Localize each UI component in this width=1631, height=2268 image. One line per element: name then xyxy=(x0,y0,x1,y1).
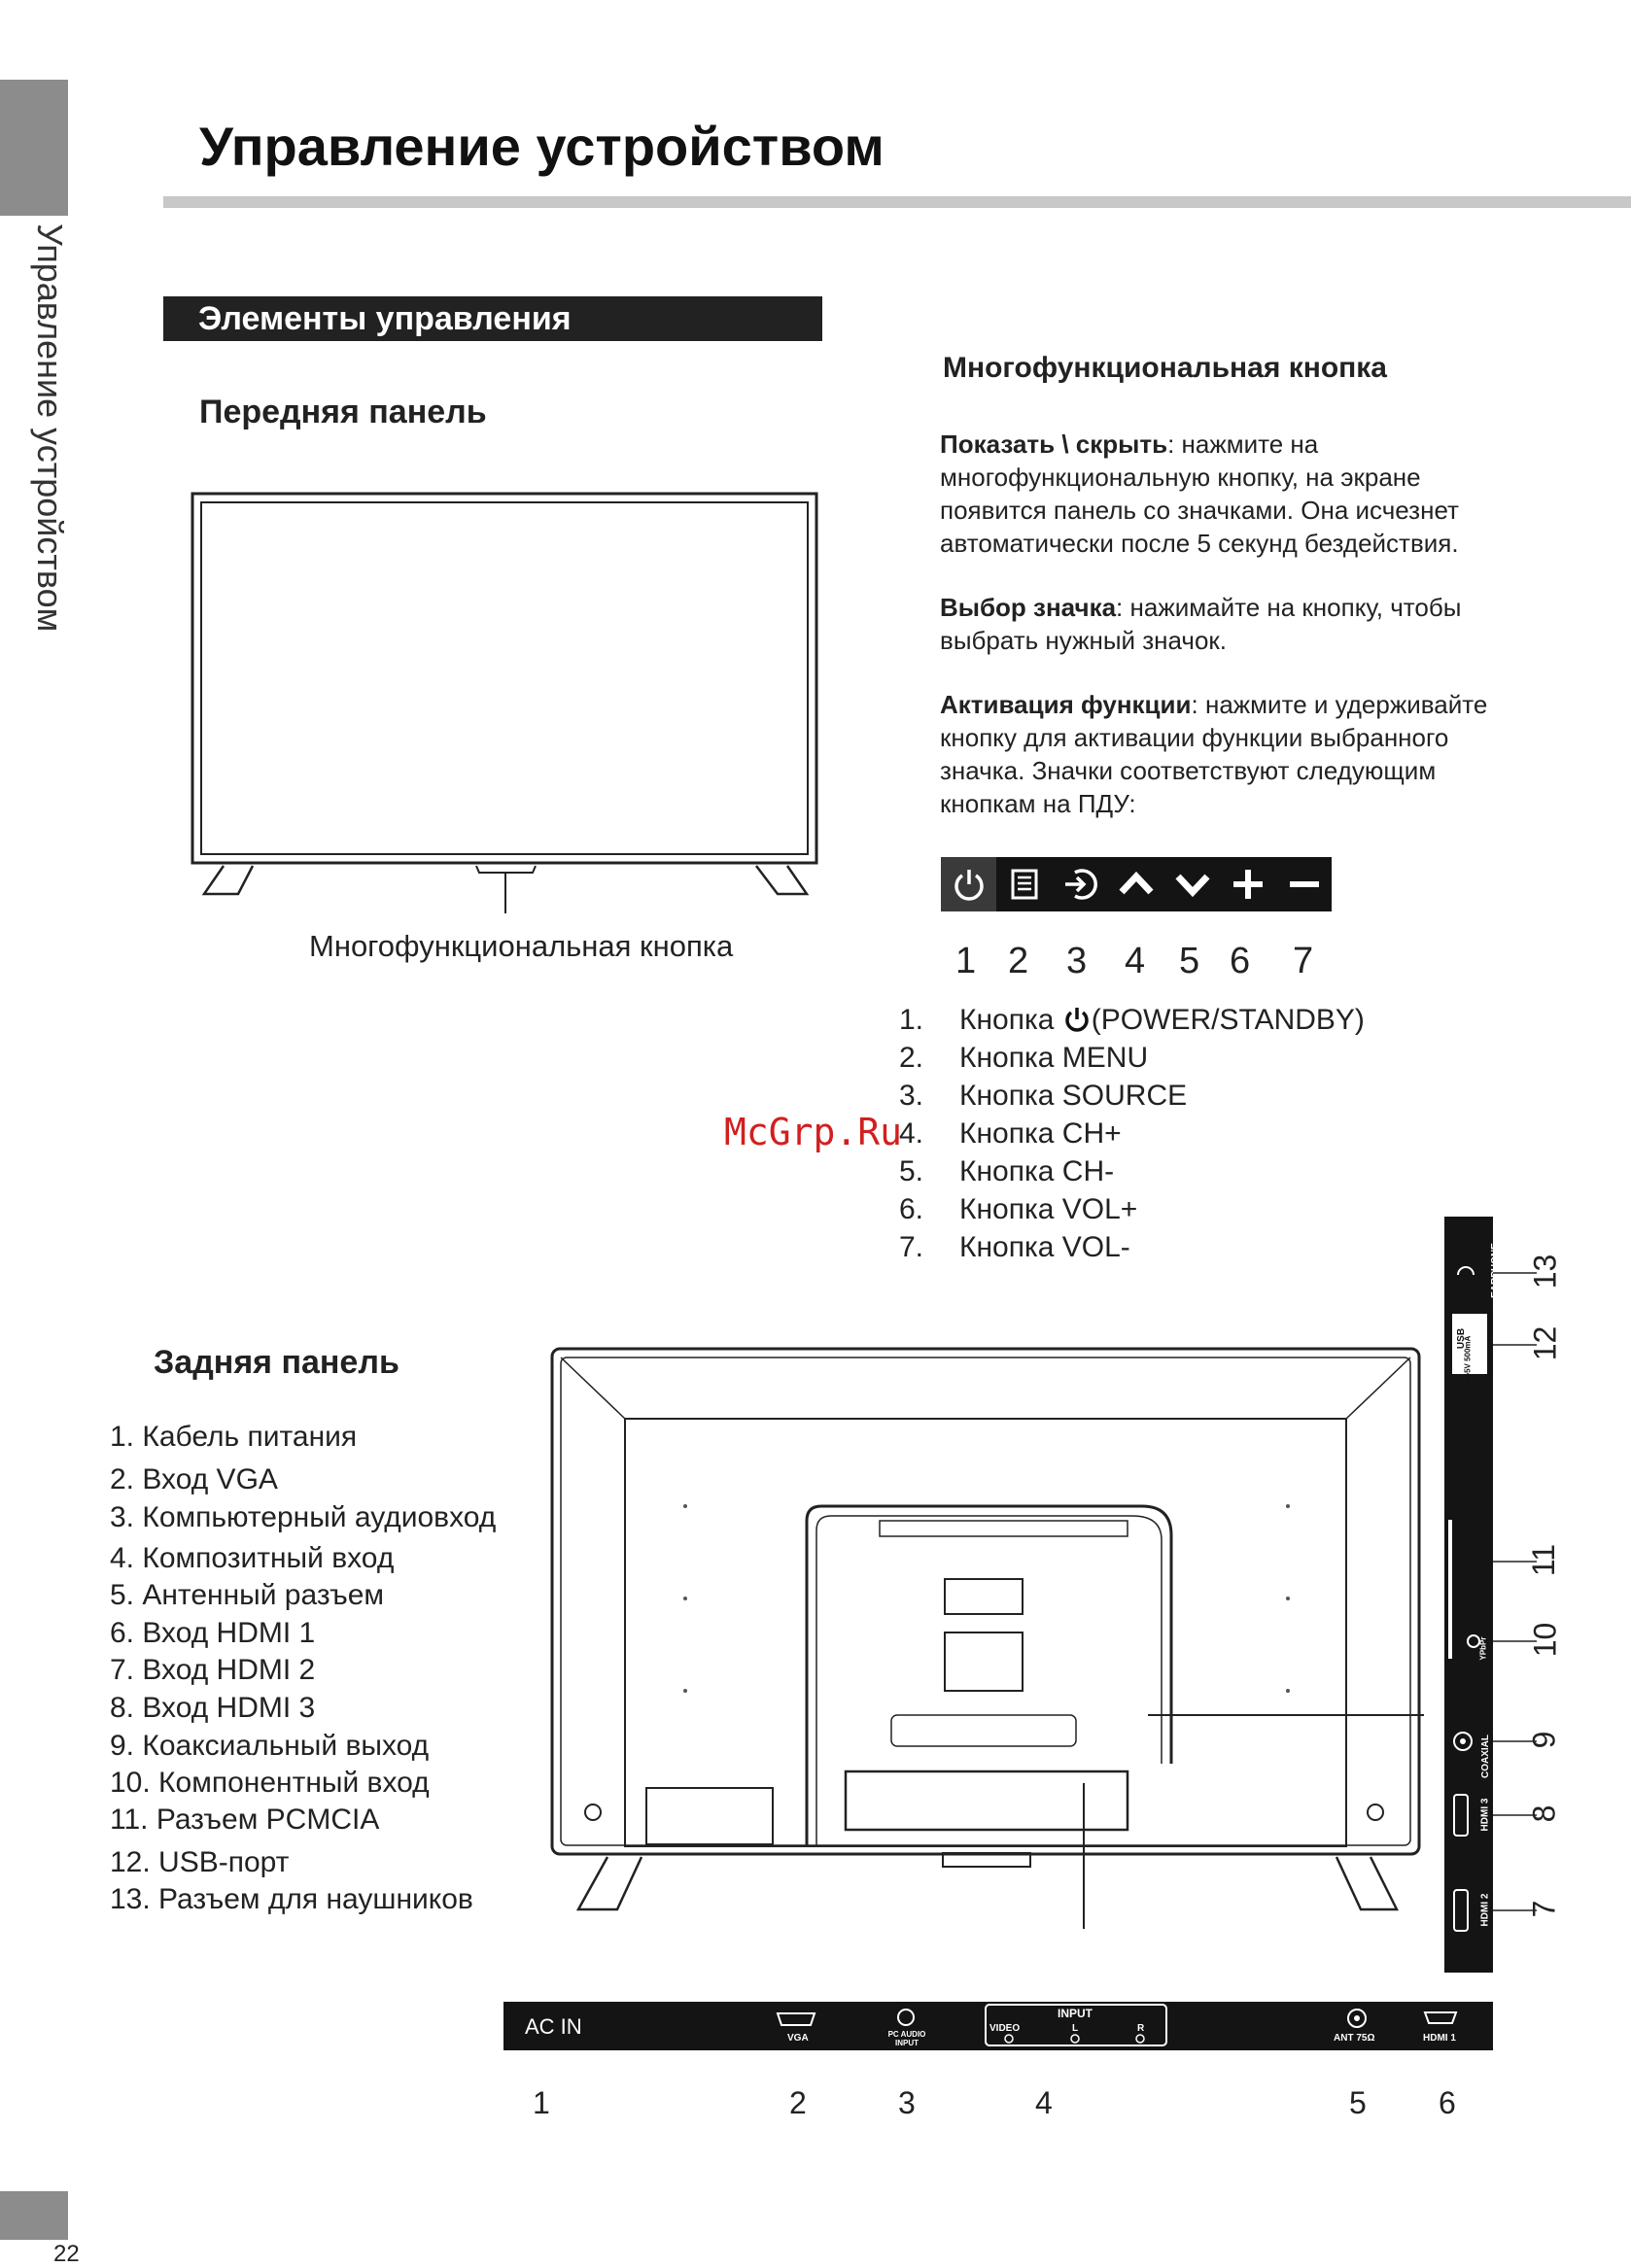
audio-r-label: R xyxy=(1137,2023,1145,2034)
icon-number: 1 xyxy=(955,941,977,981)
bottom-port-panel xyxy=(503,2002,1493,2050)
icon-number: 2 xyxy=(1008,941,1029,981)
back-list-item: 4. Композитный вход xyxy=(110,1542,395,1574)
icon-number: 7 xyxy=(1293,941,1314,981)
source-icon xyxy=(1053,857,1108,911)
front-panel-heading: Передняя панель xyxy=(199,394,487,430)
side-tab-label: Управление устройством xyxy=(30,223,70,633)
usb-spec-label: ⎓5V 500mA xyxy=(1463,1335,1473,1380)
ypbpr-label: YPbPr xyxy=(1478,1636,1488,1661)
activate-term: Активация функции xyxy=(940,690,1192,719)
side-number: 12 xyxy=(1527,1325,1563,1361)
usb-label: USB xyxy=(1456,1327,1468,1350)
ac-in-label: AC IN xyxy=(525,2014,582,2039)
side-number: 8 xyxy=(1526,1804,1562,1823)
side-tab-marker xyxy=(0,80,68,216)
button-list-item: 1. Кнопка (POWER/STANDBY) xyxy=(899,1004,1365,1036)
bottom-number: 5 xyxy=(1349,2085,1367,2120)
button-list-item: 3. Кнопка SOURCE xyxy=(899,1080,1188,1112)
watermark[interactable]: McGrp.Ru xyxy=(724,1111,903,1153)
coaxial-label: COAXIAL xyxy=(1480,1735,1491,1778)
back-list-item: 5. Антенный разъем xyxy=(110,1579,384,1611)
tv-rear-illustration xyxy=(549,1346,1424,1929)
back-panel-heading: Задняя панель xyxy=(154,1344,399,1381)
show-hide-paragraph: Показать \ скрыть: нажмите на многофункциональную кнопку, на экране появится панель со значками. Она исчезнет автоматически после 5 секунд бездействия. xyxy=(940,430,1459,558)
back-list-item: 6. Вход HDMI 1 xyxy=(110,1617,316,1649)
back-list-item: 7. Вход HDMI 2 xyxy=(110,1654,316,1686)
button-list-item: 7. Кнопка VOL- xyxy=(899,1231,1130,1263)
back-list-item: 9. Коаксиальный выход xyxy=(110,1730,430,1762)
button-list-item: 5. Кнопка CH- xyxy=(899,1155,1115,1187)
button-list-item: 6. Кнопка VOL+ xyxy=(899,1193,1138,1225)
hdmi1-label: HDMI 1 xyxy=(1423,2033,1456,2044)
footer-tab-marker xyxy=(0,2191,68,2240)
bottom-number: 6 xyxy=(1439,2085,1456,2120)
back-list-item: 12. USB-порт xyxy=(110,1846,290,1878)
bottom-number: 2 xyxy=(789,2085,807,2120)
input-label: INPUT xyxy=(1058,2007,1093,2020)
page-title: Управление устройством xyxy=(199,116,885,177)
bottom-number: 3 xyxy=(898,2085,916,2120)
side-number: 11 xyxy=(1526,1543,1562,1577)
side-number: 9 xyxy=(1526,1731,1562,1749)
back-list-item: 8. Вход HDMI 3 xyxy=(110,1692,316,1724)
hdmi2-label: HDMI 2 xyxy=(1479,1893,1491,1927)
audio-l-label: L xyxy=(1072,2023,1079,2034)
video-label: VIDEO xyxy=(989,2023,1021,2034)
power-icon xyxy=(1062,1005,1092,1034)
osd-icon-bar xyxy=(941,857,1332,911)
activate-paragraph: Активация функции: нажмите и удерживайте кнопку для активации функции выбранного значка. Значки соответствуют следующим кнопкам на ПДУ: xyxy=(940,690,1488,818)
power-icon xyxy=(941,857,996,911)
side-number: 10 xyxy=(1527,1622,1563,1658)
side-number: 7 xyxy=(1526,1900,1562,1918)
icon-number: 6 xyxy=(1230,941,1251,981)
side-number: 13 xyxy=(1527,1254,1563,1289)
icon-number: 5 xyxy=(1179,941,1200,981)
back-list-item: 11. Разъем PCMCIA xyxy=(110,1804,380,1836)
antenna-label: ANT 75Ω xyxy=(1334,2033,1375,2044)
pc-audio-label: PC AUDIO INPUT xyxy=(887,2030,926,2047)
vga-label: VGA xyxy=(787,2033,809,2044)
earphone-label: EARPHONE xyxy=(1489,1243,1501,1298)
back-list-item: 3. Компьютерный аудиовход xyxy=(110,1501,497,1533)
back-list-item: 13. Разъем для наушников xyxy=(110,1883,473,1915)
vol-plus-icon xyxy=(1220,857,1275,911)
side-port-panel xyxy=(1444,1217,1501,1973)
icon-number: 3 xyxy=(1066,941,1088,981)
bottom-number: 1 xyxy=(533,2085,550,2120)
button-list-item: 2. Кнопка MENU xyxy=(899,1042,1149,1074)
icon-number: 4 xyxy=(1125,941,1146,981)
vol-minus-icon xyxy=(1276,857,1332,911)
multi-button-heading: Многофункциональная кнопка xyxy=(943,352,1387,384)
menu-icon xyxy=(996,857,1052,911)
tv-caption: Многофункциональная кнопка xyxy=(309,929,734,963)
hdmi3-label: HDMI 3 xyxy=(1479,1798,1491,1832)
bottom-number: 4 xyxy=(1035,2085,1053,2120)
select-icon-paragraph: Выбор значка: нажимайте на кнопку, чтобы выбрать нужный значок. xyxy=(940,593,1462,655)
ch-down-icon xyxy=(1164,857,1220,911)
page-number: 22 xyxy=(53,2241,80,2267)
show-hide-term: Показать \ скрыть xyxy=(940,430,1168,459)
side-port-graphics xyxy=(1444,1217,1493,1973)
back-list-item: 2. Вход VGA xyxy=(110,1463,278,1495)
select-icon-term: Выбор значка xyxy=(940,593,1117,622)
back-list-item: 1. Кабель питания xyxy=(110,1421,358,1453)
button-list-item: 4. Кнопка CH+ xyxy=(899,1117,1122,1150)
ch-up-icon xyxy=(1108,857,1163,911)
back-list-item: 10. Компонентный вход xyxy=(110,1767,430,1799)
title-divider xyxy=(163,196,1631,208)
section-header: Элементы управления xyxy=(163,296,822,341)
tv-front-illustration xyxy=(190,491,821,913)
